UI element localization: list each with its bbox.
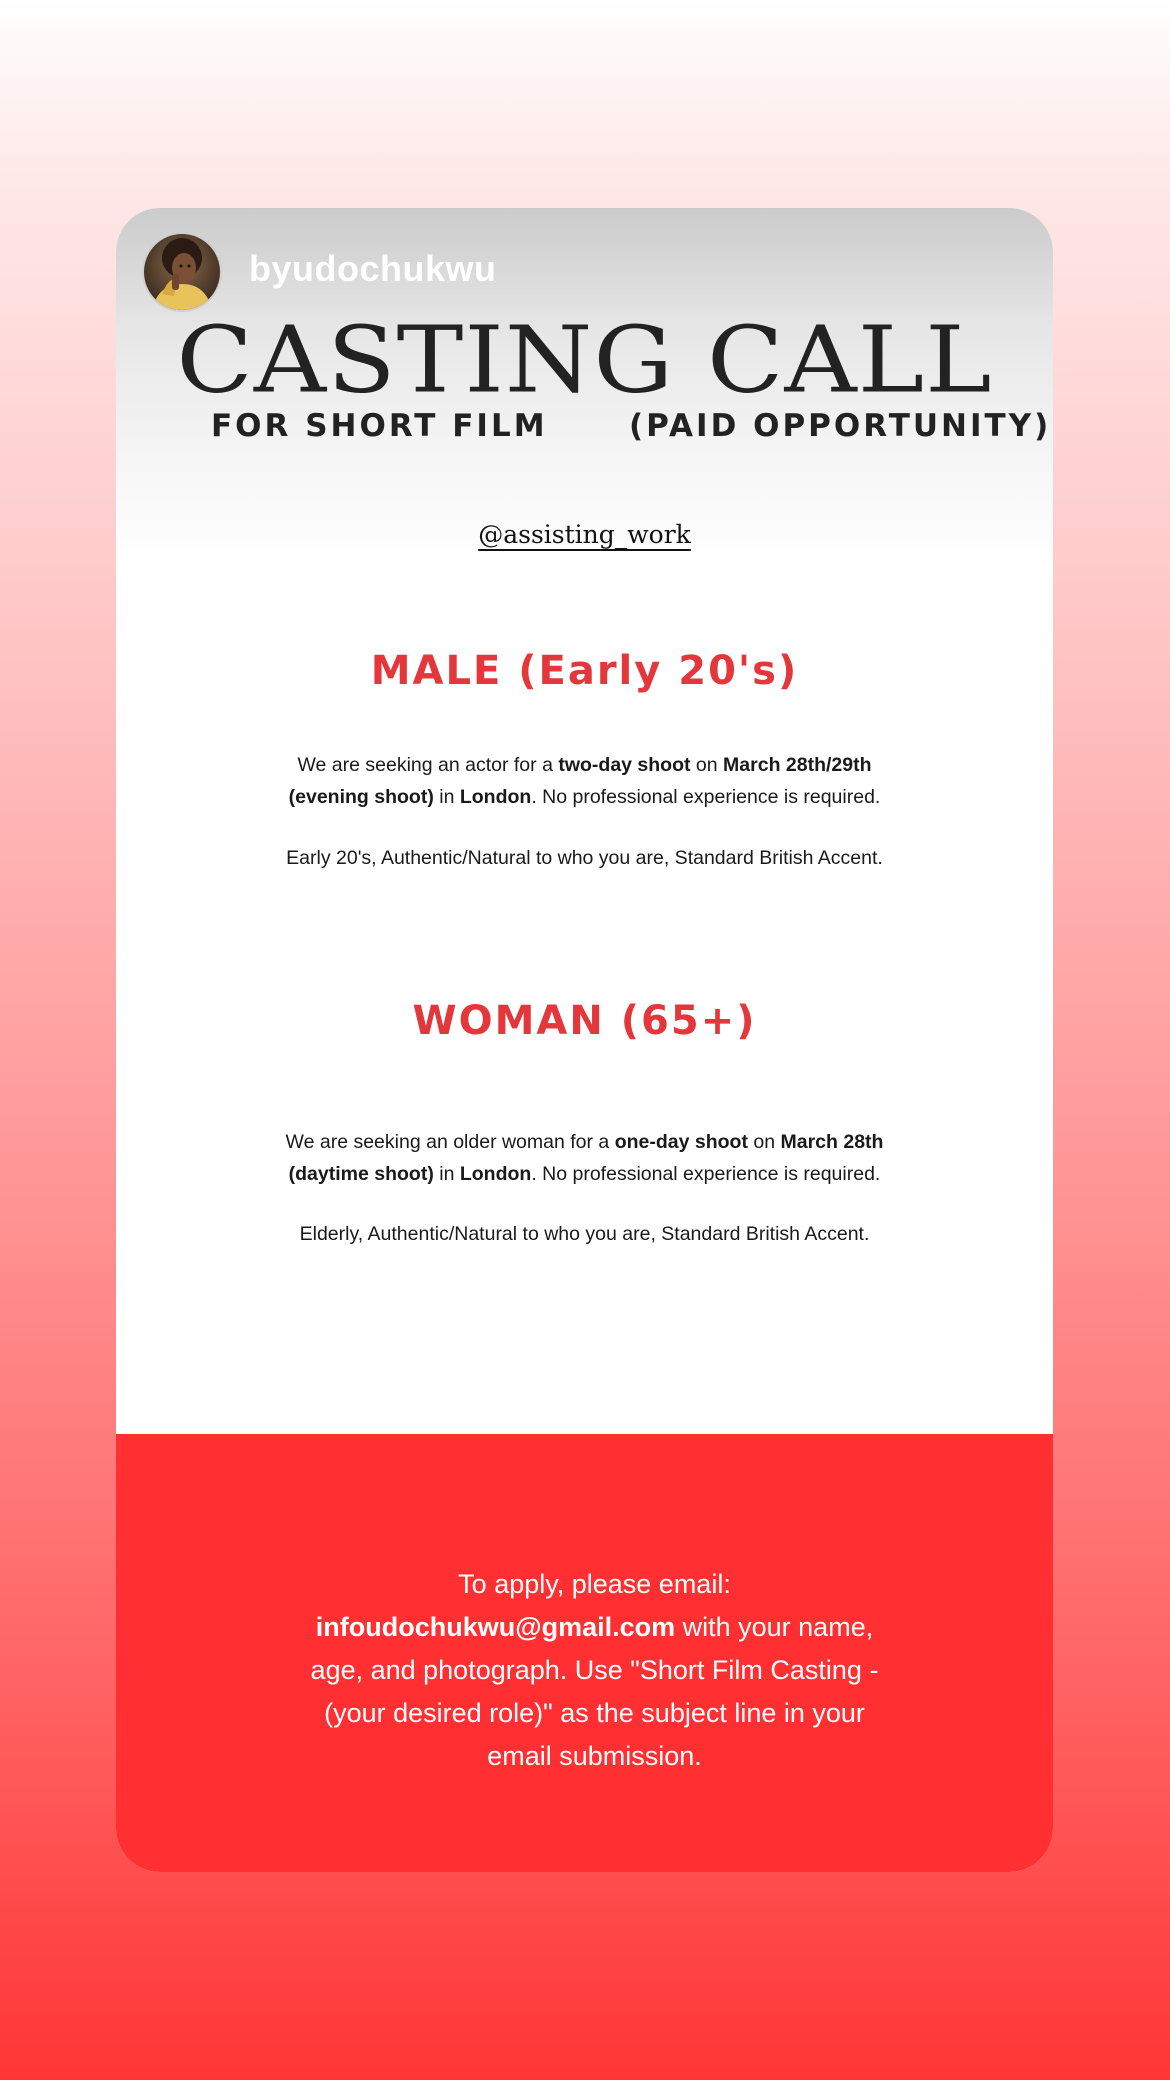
bold-text: March 28th (daytime shoot) xyxy=(288,1131,884,1185)
casting-call-card xyxy=(116,208,1053,1872)
apply-rest: with your name, age, and photograph. Use "Short Film Casting - (your desired role)" as the subject line in your email submission. xyxy=(310,1612,879,1771)
apply-email-link[interactable]: infoudochukwu@gmail.com xyxy=(315,1612,676,1642)
role-male-requirements: Early 20's, Authentic/Natural to who you are, Standard British Accent. xyxy=(286,847,883,869)
bold-text: London xyxy=(459,786,532,808)
avatar[interactable] xyxy=(142,232,222,312)
text: We are seeking an actor for a xyxy=(297,754,559,776)
text: in xyxy=(433,1163,460,1185)
apply-intro: To apply, please email: xyxy=(458,1569,731,1599)
subtitle-paid-opportunity: (PAID OPPORTUNITY) xyxy=(629,408,1052,444)
role-male-description xyxy=(266,749,903,813)
headline: CASTING CALL xyxy=(176,306,993,414)
bold-text: two-day shoot xyxy=(558,754,691,776)
text: . No professional experience is required. xyxy=(531,786,881,808)
bold-text: March 28th/29th (evening shoot) xyxy=(288,754,872,808)
text: . No professional experience is required. xyxy=(531,1163,881,1185)
role-woman-description xyxy=(266,1126,903,1190)
text: on xyxy=(747,1131,781,1153)
bold-text: one-day shoot xyxy=(614,1131,748,1153)
person-avatar-icon xyxy=(144,234,220,310)
role-woman-requirements: Elderly, Authentic/Natural to who you are, Standard British Accent. xyxy=(299,1223,870,1245)
role-title-woman: WOMAN (65+) xyxy=(412,998,757,1044)
profile-username[interactable]: byudochukwu xyxy=(249,248,497,289)
subtitle-short-film: FOR SHORT FILM xyxy=(211,408,548,444)
bold-text: London xyxy=(459,1163,532,1185)
role-title-male: MALE (Early 20's) xyxy=(370,648,799,694)
text: in xyxy=(433,786,460,808)
text: on xyxy=(690,754,724,776)
handle-link-wrapper xyxy=(116,520,1053,549)
handle-link[interactable]: @assisting_work xyxy=(478,520,691,549)
apply-instructions xyxy=(291,1563,898,1778)
text: We are seeking an older woman for a xyxy=(285,1131,615,1153)
